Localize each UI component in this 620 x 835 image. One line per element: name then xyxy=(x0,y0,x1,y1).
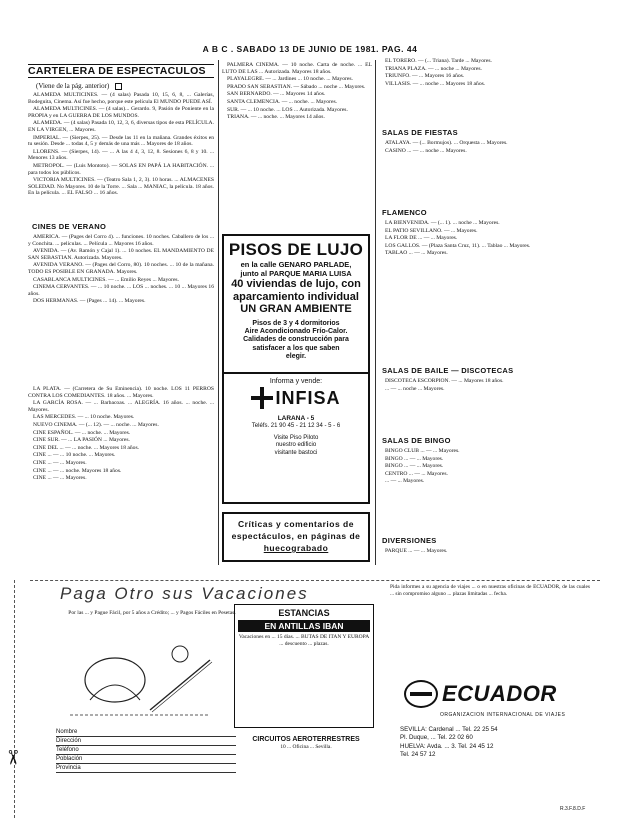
form-field-provincia[interactable]: Provincia xyxy=(56,764,236,773)
listing: CINE SUR. — ... LA PASIÓN ... Mayores. xyxy=(33,437,130,444)
checkbox-icon xyxy=(115,83,122,90)
listing: AMERICA. — (Pages del Corro 4). ... funciones. 10 noches. Caballero de los ... y Conchita. ... películas. ... Película ... Mayores 16 años. xyxy=(28,234,214,247)
criticas-line: espectáculos, en páginas de xyxy=(231,531,361,541)
scissors-icon: ✂ xyxy=(0,749,23,766)
address-line: SEVILLA: Cardenal ... Tel. 22 25 54 xyxy=(400,726,498,733)
listing: EL TORERO. — (... Triana). Tarde ... Mayores. xyxy=(385,58,492,64)
listing: CENTRO ... — ... Mayores. xyxy=(385,470,448,477)
listing: LA FLOR DE ... — ... Mayores. xyxy=(385,235,458,242)
salas-fiestas-list xyxy=(380,140,592,198)
listing: NUEVO CINEMA. — (... 12). — ... noche. ... Mayores. xyxy=(33,421,159,428)
listing: ... — ... noche ... Mayores. xyxy=(385,385,445,392)
address-line: Tel. 24 57 12 xyxy=(400,751,436,759)
listing: IMPERIAL. — (Sierpes, 25). — Desde las 11 en la mañana. Grandes éxitos en tu sesión. Desde ... todas 4, 5 y demás de una más ... Mayores de 18 años. xyxy=(28,134,214,148)
listing: CINE ... — ... Mayores. xyxy=(33,475,87,482)
listing: CINE ... — ... Mayores. xyxy=(33,459,87,466)
column-2-top xyxy=(222,62,372,230)
column-divider xyxy=(375,60,376,565)
listing: CINE ... — ... 10 noche. ... Mayores. xyxy=(33,452,116,459)
ecuador-logo xyxy=(404,674,574,714)
listing: LA GARCÍA ROSA. — ... Barbacoas. ... ALEGRÍA. 16 años. ... noche. ... Mayores. xyxy=(28,400,214,413)
cartelera-title-box xyxy=(28,64,214,78)
page-header: A B C . SABADO 13 DE JUNIO DE 1981. PAG. 44 xyxy=(202,44,418,54)
listing: DISCOTECA ESCORPION. — ... Mayores 18 años. xyxy=(385,378,504,384)
infisa-visit: visitante bastoci xyxy=(274,449,318,456)
listing: BINGO ... — ... Mayores. xyxy=(385,463,444,470)
column-1-top xyxy=(28,92,214,220)
ad-line: Calidades de construcción para xyxy=(243,336,349,344)
ad-line: elegir. xyxy=(285,353,307,361)
listing: ATALAYA. — (... Bormujos). ... Orquesta ... Mayores. xyxy=(385,140,508,146)
infisa-address: LARANA - 5 xyxy=(277,415,315,422)
pisos-de-lujo-ad xyxy=(222,234,370,374)
listing: LAS MERCEDES. — ... 10 noche. Mayores. xyxy=(33,414,135,421)
antillas-offer-box xyxy=(234,604,374,728)
listing: BINGO CLUB ... — ... Mayores. xyxy=(385,448,460,454)
ecuador-addresses xyxy=(400,726,580,760)
circuitos-heading: CIRCUITOS AEROTERRESTRES xyxy=(252,736,360,743)
listing: DOS HERMANAS. — (Pages ... 14). ... Mayores. xyxy=(33,298,146,305)
column-divider xyxy=(218,60,219,565)
ad-line: Aire Acondicionado Frío-Calor. xyxy=(244,327,348,335)
ad-line: aparcamiento individual xyxy=(233,290,359,303)
listing: SANTA CLEMENCIA. — ... noche. ... Mayores. xyxy=(227,98,338,105)
listing: PLAYALEGRE. — ... Jardines ... 10 noche. ... Mayores. xyxy=(227,76,353,83)
ecuador-emblem-icon xyxy=(404,680,438,708)
salas-bingo-heading: SALAS DE BINGO xyxy=(382,436,451,445)
listing: VICTORIA MULTICINES. — (Teatro Sala 1, 2, 3). 10 horas. ... ALMACENES SOLEDAD. No Mayores. 10 de la Torre. ... Sala ... MANIAC, la película. 18 años. En la película. ... EL FALSO ... 16 años. xyxy=(28,177,214,197)
antillas-text: Vacaciones en ... 15 días. ... BUTAS DE ITAN Y EUROPA ... descuento ... plazas. xyxy=(238,634,370,647)
ecuador-tagline: ORGANIZACION INTERNACIONAL DE VIAJES xyxy=(440,712,566,718)
listing: TRIANA PLAZA. — ... noche ... Mayores. xyxy=(385,65,482,72)
listing: ALAMEDA MULTICINES. — (4 salas)... Gerardo. 9, Pasión de Poniente en la PROPIA y en LA GUERRA DE LOS MUNDOS. xyxy=(28,106,214,119)
cut-line xyxy=(30,580,600,581)
salas-bingo-list xyxy=(380,448,592,534)
ecuador-intro-text: Pida informes a su agencia de viajes ... o en nuestras oficinas de ECUADOR, de las cuales ... sin compromiso alguno ... plazas limitadas ... fecha. xyxy=(390,584,590,597)
listing: TABLAO ... — ... Mayores. xyxy=(385,250,448,257)
listing: TRIUNFO. — ... Mayores 16 años. xyxy=(385,73,465,80)
antillas-heading: ESTANCIAS xyxy=(278,608,330,618)
informa-label: Informa y vende: xyxy=(269,378,323,385)
ad-line: junto al PARQUE MARIA LUISA xyxy=(240,269,352,278)
listing: PALMERA CINEMA. — 10 noche. Carta de noche. ... EL LUTO DE LAS ... Autorizada. Mayores 18 años. xyxy=(222,62,372,75)
listing: VILLASIS. — ... noche ... Mayores 18 años. xyxy=(385,80,486,87)
ad-line: satisfacer a los que saben xyxy=(252,344,340,352)
listing: CINE ... — ... noche. Mayores 18 años. xyxy=(33,467,122,474)
listing: LA PLATA. — (Carretera de Su Eminencia). 10 noche. LOS 11 PERROS CONTRA LOS COMEDIANTES. 18 años. ... Mayores. xyxy=(28,386,214,399)
cut-line-vertical xyxy=(14,580,15,818)
listing: PRADO SAN SEBASTIAN. — Sábado ... noche ... Mayores. xyxy=(227,83,366,90)
form-field-poblacion[interactable]: Población xyxy=(56,755,236,764)
form-field-direccion[interactable]: Dirección xyxy=(56,737,236,746)
listing: EL PATIO SEVILLANO. — ... Mayores. xyxy=(385,227,478,234)
address-line: Pl. Duque, ... Tel. 22 02 60 xyxy=(400,734,473,742)
listing: METROPOL. — (Luis Montoto). — SOLAS EN PAPÁ LA HABITACIÓN. ... para todos los públicos. xyxy=(28,162,214,176)
salas-baile-list xyxy=(380,378,592,430)
diversiones-list xyxy=(380,548,592,568)
listing: PARQUE ... — ... Mayores. xyxy=(385,548,448,554)
circuitos-box xyxy=(236,736,376,796)
ad-title: PISOS DE LUJO xyxy=(228,240,364,259)
cartelera-title: CARTELERA DE ESPECTACULOS xyxy=(28,65,206,77)
diversiones-heading: DIVERSIONES xyxy=(382,536,437,545)
listing: BINGO ... — ... Mayores. xyxy=(385,455,444,462)
criticas-line: huecograbado xyxy=(263,543,329,553)
cartelera-intro xyxy=(36,82,206,90)
form-field-telefono[interactable]: Teléfono xyxy=(56,746,236,755)
listing: ALAMEDA. — (4 salas) Pasada 10, 12, 3, 6, diversas tipos de esta PELÍCULA. EN LA VIRGEN, ... Mayores. xyxy=(28,120,214,133)
listing: LLORENS. — (Sierpes, 14). — ... A las 4 4, 3, 12, 8. Sesiones 6, 8 y 10. ... Menores 13 años. xyxy=(28,148,214,162)
intro-text: (Viene de la pág. anterior) xyxy=(36,82,110,90)
infisa-visit: nuestro edificio xyxy=(275,442,317,448)
ad-line: en la calle GENARO PARLADE, xyxy=(240,260,352,269)
listing: AVENIDA VERANO. — (Pages del Corro, 80). 10 noches. ... 10 de la mañana. TODO ES POSIBLE EN GRANADA. Mayores. xyxy=(28,262,214,275)
address-line: HUELVA: Avda. ... 3. Tel. 24 45 12 xyxy=(400,742,494,750)
column-1-middle xyxy=(28,234,214,384)
coupon-form xyxy=(56,728,236,773)
salas-fiestas-heading: SALAS DE FIESTAS xyxy=(382,128,458,137)
ad-line: Pisos de 3 y 4 dormitorios xyxy=(252,319,340,327)
listing: TRIANA. — ... noche. ... Mayores 14 años. xyxy=(227,114,325,121)
listing: LOS GALLOS. — (Plaza Santa Cruz, 11). ... Tablao ... Mayores. xyxy=(385,242,531,249)
listing: CINE ESPAÑOL. — ... noche. ... Mayores. xyxy=(33,429,131,436)
flamenco-list xyxy=(380,220,592,344)
infisa-name: INFISA xyxy=(275,387,341,408)
listing: CINE DEL ... — ... noche. ... Mayores 18 años. xyxy=(33,444,140,451)
infisa-ad xyxy=(222,374,370,504)
ad-line: 40 viviendas de lujo, con xyxy=(231,278,361,290)
flamenco-heading: FLAMENCO xyxy=(382,208,427,217)
beach-illustration xyxy=(60,640,220,720)
salas-baile-heading: SALAS DE BAILE — DISCOTECAS xyxy=(382,366,514,375)
form-field-nombre[interactable]: Nombre xyxy=(56,728,236,737)
column-3-top xyxy=(380,58,592,118)
listing: CINEMA CERVANTES. — ... 10 noche. ... LOS ... noches. ... 10 ... Mayores 16 años. xyxy=(28,284,214,297)
footer-code: R.3.F.8.D.F xyxy=(560,806,586,812)
listing: SAN BERNARDO. — ... Mayores 14 años. xyxy=(227,91,326,98)
antillas-subheading: EN ANTILLAS IBAN xyxy=(238,620,370,632)
listing: ALAMEDA MULTICINES. — (4 salas) Pasada 10, 15, 6, 8, ... Galerías, Bodeguita, Cinema. Así fue hecho, porque este película El MUNDO PUEDE ASÍ. xyxy=(28,92,214,105)
infisa-phones: Teléfs. 21 90 45 - 21 12 34 - 5 - 6 xyxy=(251,423,341,429)
ad-line: UN GRAN AMBIENTE xyxy=(240,303,352,315)
listing: CASABLANCA MULTICINES. — ... Emilio Reyes ... Mayores. xyxy=(33,276,180,283)
ecuador-name: ECUADOR xyxy=(442,681,557,706)
listing: ... — ... Mayores. xyxy=(385,478,425,485)
infisa-logo xyxy=(224,387,368,409)
infisa-visit: Visite Piso Piloto xyxy=(273,434,319,441)
listing: AVENIDA. — (Av. Ramón y Cajal 1). ... 10 noches. EL MANDAMIENTO DE SAN SEBASTIAN. Autorizada. Mayores. xyxy=(28,248,214,261)
vacaciones-subtext: Por las ... y Pague Fácil, por 5 años a Crédito; ... y Pagos Fáciles en Pesetas. xyxy=(68,610,236,616)
column-1-bottom xyxy=(28,386,214,564)
vacaciones-headline: Paga Otro sus Vacaciones xyxy=(60,584,309,603)
listing: CASINO ... — ... noche ... Mayores. xyxy=(385,147,467,154)
criticas-line: Críticas y comentarios de xyxy=(238,519,354,529)
criticas-ad xyxy=(222,512,370,562)
cross-logo-icon xyxy=(251,387,273,409)
listing: LA BIENVENIDA. — (... 1). ... noche ... Mayores. xyxy=(385,220,500,226)
cines-verano-heading: CINES DE VERANO xyxy=(32,222,107,231)
listing: SUR. — ... 10 noche. ... LOS ... Autorizada. Mayores. xyxy=(227,106,348,113)
circuitos-text: 10 ... Oficina ... Sevilla. xyxy=(280,744,332,750)
